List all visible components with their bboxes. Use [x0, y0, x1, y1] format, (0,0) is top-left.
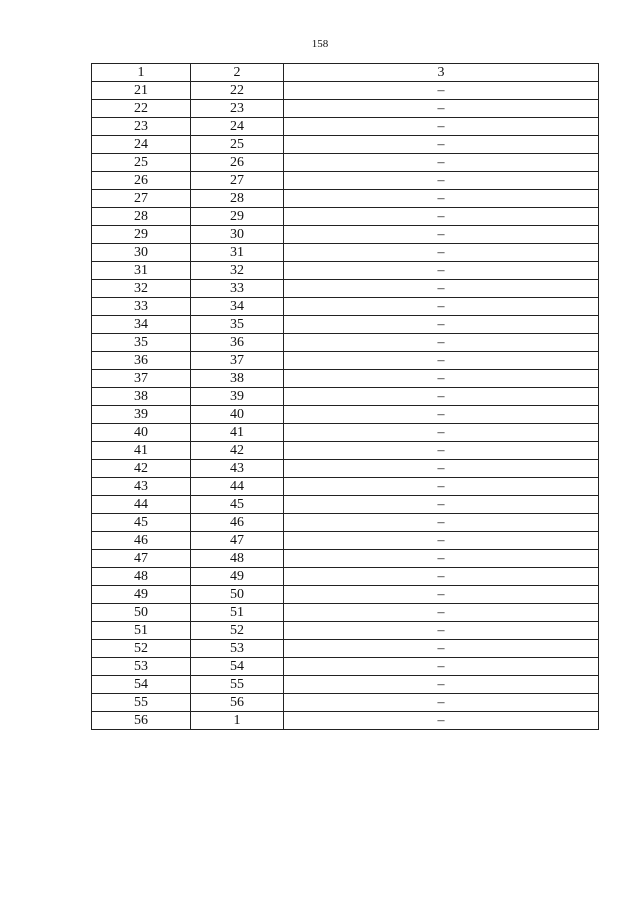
table-cell: 42	[191, 442, 284, 460]
table-row	[92, 82, 599, 100]
table-row	[92, 568, 599, 586]
table-row	[92, 244, 599, 262]
table-cell: 29	[191, 208, 284, 226]
table-row	[92, 280, 599, 298]
table-cell: 34	[92, 316, 191, 334]
table-cell: 35	[191, 316, 284, 334]
table-cell: –	[284, 676, 599, 694]
table-cell: 53	[92, 658, 191, 676]
table-row	[92, 424, 599, 442]
table-cell: 24	[92, 136, 191, 154]
table-cell: –	[284, 172, 599, 190]
table-cell: 41	[92, 442, 191, 460]
table-cell: 28	[92, 208, 191, 226]
column-header-2: 2	[191, 64, 284, 82]
table-cell: 36	[92, 352, 191, 370]
table-row	[92, 316, 599, 334]
table-cell: –	[284, 514, 599, 532]
table-cell: 43	[92, 478, 191, 496]
table-cell: –	[284, 442, 599, 460]
table-row	[92, 694, 599, 712]
table-cell: 21	[92, 82, 191, 100]
table-cell: 35	[92, 334, 191, 352]
table-cell: 40	[191, 406, 284, 424]
table-cell: 50	[191, 586, 284, 604]
table-cell: –	[284, 334, 599, 352]
table-cell: 45	[191, 496, 284, 514]
table-cell: 26	[191, 154, 284, 172]
table-row	[92, 190, 599, 208]
table-cell: 30	[191, 226, 284, 244]
table-row	[92, 262, 599, 280]
table-cell: 49	[92, 586, 191, 604]
table-cell: 23	[92, 118, 191, 136]
column-header-3: 3	[284, 64, 599, 82]
table-cell: 40	[92, 424, 191, 442]
table-cell: 56	[92, 712, 191, 730]
table-row	[92, 622, 599, 640]
table-cell: 28	[191, 190, 284, 208]
table-row	[92, 406, 599, 424]
table-cell: –	[284, 352, 599, 370]
table-cell: –	[284, 550, 599, 568]
table-cell: 48	[191, 550, 284, 568]
table-row	[92, 118, 599, 136]
table-cell: 54	[92, 676, 191, 694]
table-cell: –	[284, 622, 599, 640]
table-cell: –	[284, 604, 599, 622]
table-row	[92, 586, 599, 604]
table-cell: 44	[92, 496, 191, 514]
table-cell: 37	[191, 352, 284, 370]
table-cell: 25	[92, 154, 191, 172]
table-cell: –	[284, 370, 599, 388]
table-cell: 44	[191, 478, 284, 496]
table-cell: 26	[92, 172, 191, 190]
table-cell: 56	[191, 694, 284, 712]
table-cell: 32	[191, 262, 284, 280]
table-cell: 22	[191, 82, 284, 100]
table-cell: 45	[92, 514, 191, 532]
table-cell: –	[284, 496, 599, 514]
table-cell: 49	[191, 568, 284, 586]
table-cell: –	[284, 478, 599, 496]
table-cell: –	[284, 316, 599, 334]
table-cell: 34	[191, 298, 284, 316]
table-cell: –	[284, 658, 599, 676]
table-cell: 27	[191, 172, 284, 190]
table-cell: 36	[191, 334, 284, 352]
table-row	[92, 640, 599, 658]
table-cell: –	[284, 424, 599, 442]
table-cell: 52	[191, 622, 284, 640]
table-cell: 23	[191, 100, 284, 118]
table-cell: –	[284, 118, 599, 136]
table-row	[92, 604, 599, 622]
table-row	[92, 496, 599, 514]
table-row	[92, 208, 599, 226]
table-cell: –	[284, 586, 599, 604]
table-cell: 30	[92, 244, 191, 262]
table-row	[92, 226, 599, 244]
table-cell: 47	[191, 532, 284, 550]
table-row	[92, 298, 599, 316]
table-cell: –	[284, 280, 599, 298]
table-cell: 43	[191, 460, 284, 478]
table-cell: 46	[92, 532, 191, 550]
table-cell: –	[284, 190, 599, 208]
table-cell: –	[284, 460, 599, 478]
table-cell: 22	[92, 100, 191, 118]
table-cell: 52	[92, 640, 191, 658]
table-row	[92, 334, 599, 352]
table-row	[92, 514, 599, 532]
table-cell: –	[284, 208, 599, 226]
table-cell: 55	[191, 676, 284, 694]
table-row	[92, 658, 599, 676]
table-cell: –	[284, 694, 599, 712]
table-cell: –	[284, 388, 599, 406]
table-cell: 51	[92, 622, 191, 640]
table-cell: –	[284, 82, 599, 100]
table-row	[92, 532, 599, 550]
table-cell: 39	[191, 388, 284, 406]
table-cell: –	[284, 154, 599, 172]
table-cell: 31	[92, 262, 191, 280]
table-row	[92, 550, 599, 568]
table-row	[92, 712, 599, 730]
table-row	[92, 460, 599, 478]
table-cell: 46	[191, 514, 284, 532]
table-cell: 38	[191, 370, 284, 388]
table-header-row	[92, 64, 599, 82]
table-row	[92, 352, 599, 370]
table-cell: 33	[191, 280, 284, 298]
table-cell: 42	[92, 460, 191, 478]
table-cell: –	[284, 244, 599, 262]
column-header-1: 1	[92, 64, 191, 82]
table-cell: 50	[92, 604, 191, 622]
table-cell: 47	[92, 550, 191, 568]
table-cell: 51	[191, 604, 284, 622]
table-cell: –	[284, 298, 599, 316]
table-cell: –	[284, 226, 599, 244]
table-cell: –	[284, 406, 599, 424]
table-cell: 25	[191, 136, 284, 154]
table-cell: 31	[191, 244, 284, 262]
table-cell: –	[284, 568, 599, 586]
table-cell: 38	[92, 388, 191, 406]
table-row	[92, 154, 599, 172]
table-cell: –	[284, 712, 599, 730]
table-cell: 48	[92, 568, 191, 586]
table-row	[92, 478, 599, 496]
table-cell: 1	[191, 712, 284, 730]
table-cell: 53	[191, 640, 284, 658]
table-cell: 29	[92, 226, 191, 244]
table-row	[92, 442, 599, 460]
table-cell: 54	[191, 658, 284, 676]
table-cell: 41	[191, 424, 284, 442]
table-cell: 55	[92, 694, 191, 712]
table-body	[92, 82, 599, 730]
table-cell: 33	[92, 298, 191, 316]
table-row	[92, 388, 599, 406]
table-cell: 37	[92, 370, 191, 388]
table-cell: 39	[92, 406, 191, 424]
table-cell: –	[284, 262, 599, 280]
table-cell: –	[284, 532, 599, 550]
table-row	[92, 172, 599, 190]
table-cell: 32	[92, 280, 191, 298]
table-cell: –	[284, 100, 599, 118]
table-row	[92, 100, 599, 118]
data-table	[91, 63, 599, 730]
table-row	[92, 136, 599, 154]
table-cell: 27	[92, 190, 191, 208]
page-number: 158	[311, 38, 329, 50]
table-row	[92, 370, 599, 388]
table-row	[92, 676, 599, 694]
table-cell: –	[284, 640, 599, 658]
table-cell: –	[284, 136, 599, 154]
table-cell: 24	[191, 118, 284, 136]
